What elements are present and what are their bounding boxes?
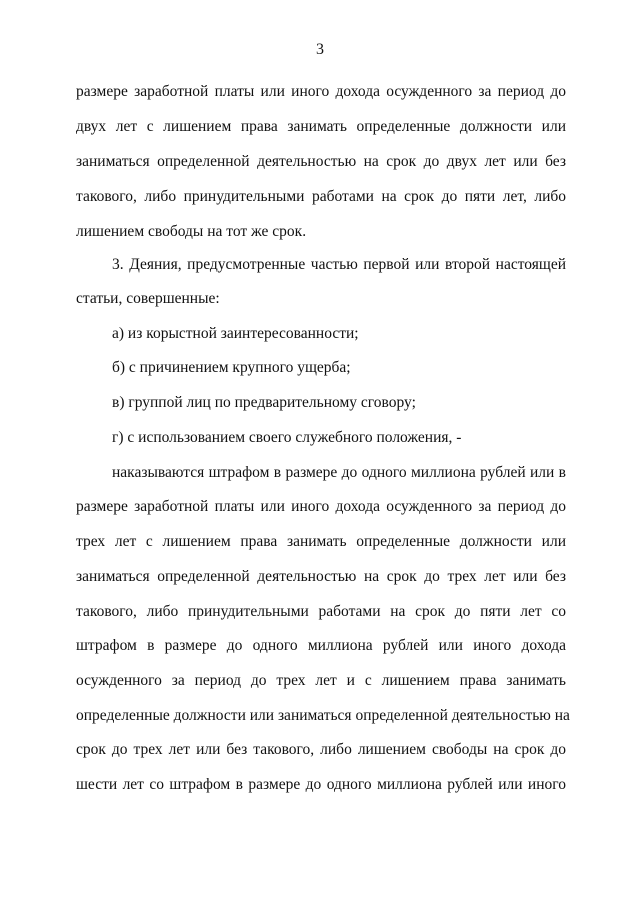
text-line-12: наказываются штрафом в размере до одного миллиона рублей или в [112, 464, 566, 481]
text-line-4: такового, либо принудительными работами на срок до пяти лет, либо [76, 188, 566, 205]
text-line-15: заниматься определенной деятельностью на срок до трех лет или без [76, 568, 566, 585]
text-line-7: статьи, совершенные: [76, 290, 220, 307]
text-line-2: двух лет с лишением права занимать определенные должности или [76, 118, 566, 135]
text-line-18: осужденного за период до трех лет и с лишением права занимать [76, 672, 566, 689]
text-line-19: определенные должности или заниматься определенной деятельностью на [76, 707, 570, 724]
text-line-8: а) из корыстной заинтересованности; [112, 325, 359, 342]
text-line-13: размере заработной платы или иного дохода осужденного за период до [76, 498, 566, 515]
text-line-3: заниматься определенной деятельностью на срок до двух лет или без [76, 153, 566, 170]
text-line-5: лишением свободы на тот же срок. [76, 223, 307, 240]
page-number: 3 [316, 41, 324, 58]
text-line-14: трех лет с лишением права занимать определенные должности или [76, 533, 566, 550]
text-line-21: шести лет со штрафом в размере до одного миллиона рублей или иного [76, 776, 566, 793]
text-line-1: размере заработной платы или иного дохода осужденного за период до [76, 83, 566, 100]
text-line-10: в) группой лиц по предварительному сговору; [112, 394, 416, 411]
text-line-17: штрафом в размере до одного миллиона рублей или иного дохода [76, 637, 566, 654]
text-line-20: срок до трех лет или без такового, либо лишением свободы на срок до [76, 741, 566, 758]
text-line-16: такового, либо принудительными работами на срок до пяти лет со [76, 603, 566, 620]
text-line-6: 3. Деяния, предусмотренные частью первой или второй настоящей [112, 256, 566, 273]
text-line-9: б) с причинением крупного ущерба; [112, 359, 351, 376]
text-line-11: г) с использованием своего служебного положения, - [112, 429, 462, 446]
